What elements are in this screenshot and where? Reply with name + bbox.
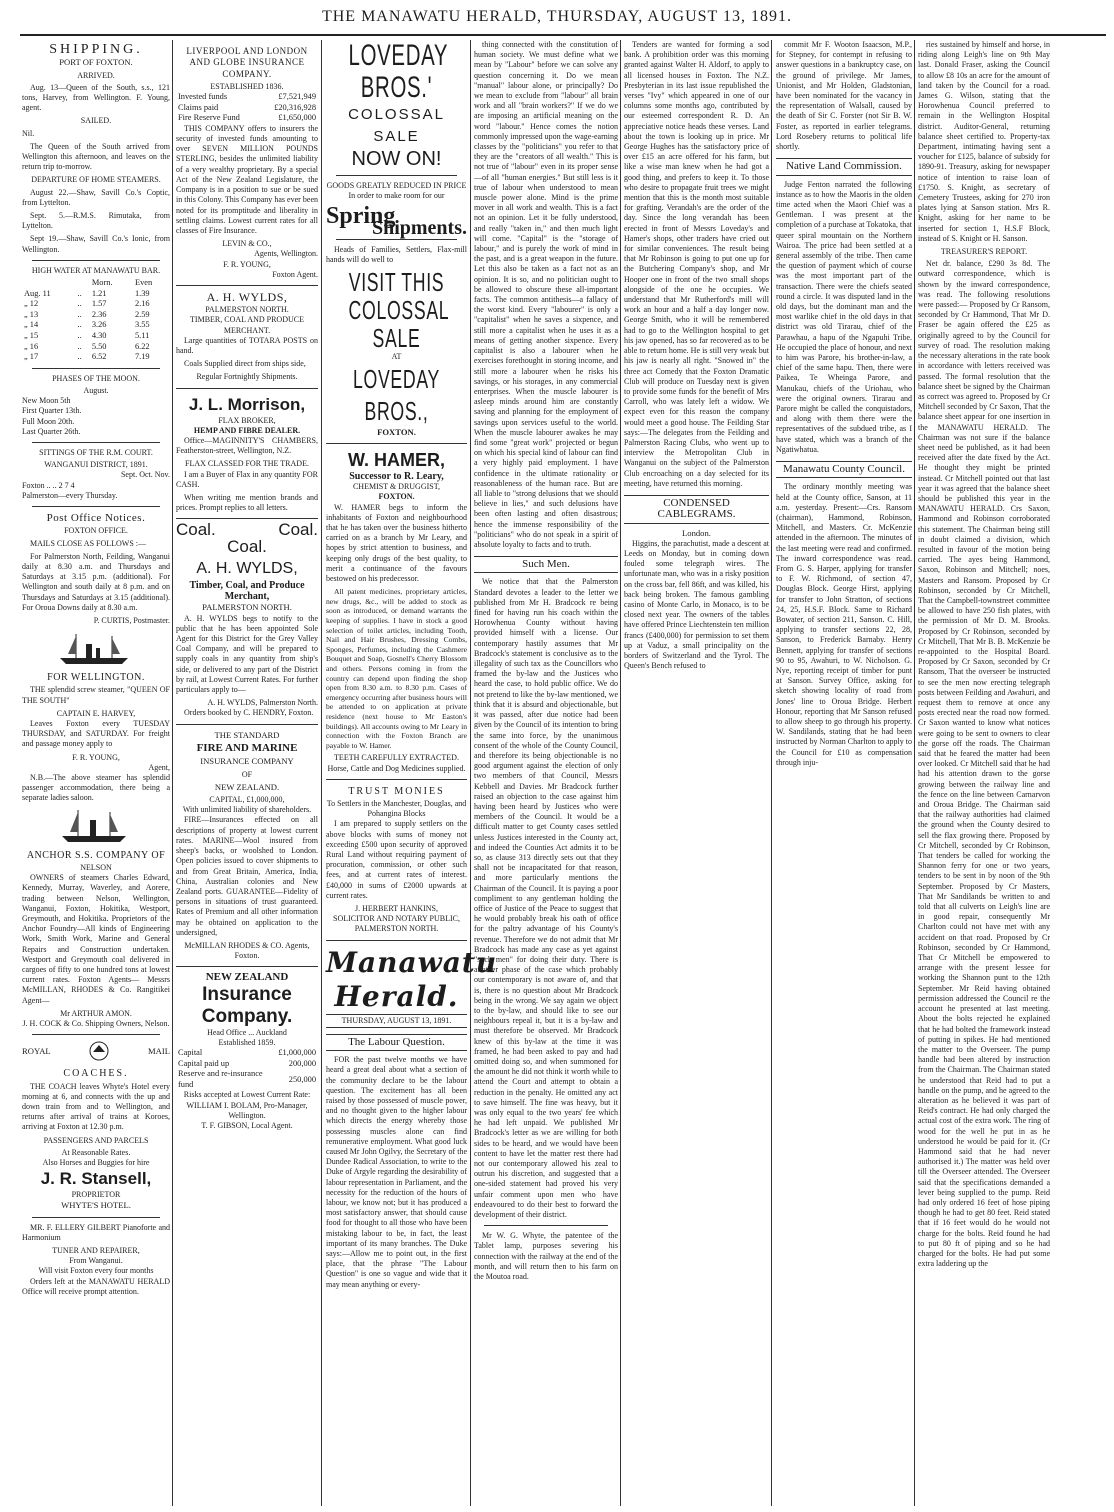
sailed-text: Nil. [22,128,35,138]
shipping-note: The Queen of the South arrived from Wellington this afternoon, and leaves on the return trip to-morrow. [22,141,170,172]
council-resolutions: Net dr. balance, £290 3s 8d. The outward correspondence, which is shown by the inward correspondence, was read. The following resolutions were passed:— Proposed by Cr Ransom, seconded by Cr Hammond, That Mr D. Fraser be again offered the £25 as originally agreed to by the Council for survey of road. The resolution making the necessary alterations in the rate book in accordance with letters received was passed. The formal resolution that the balance sheet be signed by the Chairman as correct was agreed to. Proposed by Cr Mitchell seconded by Cr Saxon, That the balance sheet appear for one insertion in the MANAWATU HERALD. The Chairman was not sure if the balance sheet need be published, as it had been received after the date fixed by the Act. He thought they might be printed instead. Cr Mitchell pointed out that last year it was agreed that the balance sheet should be published this year in the MANAWATU HERALD. Crs Saxon, Hammond and Robinson corroborated this statement. The Chairman being still in doubt claimed a division, which resulted in favour of the motion being carried. The ayes being Hammond, Saxon, Robinson and Mitchell; noes, Masters and Ransom. Proposed by Cr Robinson, seconded by Cr Mitchell, That the Campbell-townstreet committee be allowed to have 250 fish plates, with the permission of Mr D. M. Brooks. Proposed by Cr Robinson, seconded by Cr Mitchell, That Mr B. B. McKenzie be re-appointed to the Hospital Board. Proposed by Cr Saxon, seconded by Cr Ransom, That the overseer be instructed to see the men now erecting telegraph posts between Feilding and Awahuri, and request them to remove at once any posts erected near the road now formed. Cr Saxon wanted to know what notices were going to be sent to owners to clear the gorse off the roads. The Chairman said that he feared the matter had been over looked. Cr Mitchell said that he had had his attention drawn to the gorse growing between the railway line and the fence on the line between Carnarvon and Oroua Bridge. The Chairman said that the railway authorities had claimed the ground when the County desired to sell the flax growing there. Proposed by Cr Mitchell, seconded by Cr Robinson, That tenders be called for working the Shannon ferry for one or two years, tenders to be sent in by noon of the 9th September. Proposed by Cr Masters, That Mr Sandilands be written to and told that all culverts on Leigh's line are in good repair, consequently Mr Charlton could not have met with any accident on that road. Proposed by Cr Robinson, seconded by Cr Hammond, That Cr Mitchell be empowered to arrange with the present lessee for working the Shannon punt to the 12th September. Mr Reid having obtained permission addressed the Council re the account he presented at last meeting. About the bolts rejected he explained that he had bolted the framework instead of putting in spikes. He had mentioned the matter to the Overseer. The pump handle had been altered by instruction from the Chairman. The Chairman stated he understood that Reid had to put a handle on the pump, and he agreed to the alteration as he believed it was part of Reid's contract. He had only charged the actual cost of the extra work. The ring of wood for the well he put in as he understood he would be paid for it. (Cr Hammond said that he had never authorised it.) The matter was held over till the Overseer attended. The Overseer said that the specifications demanded a lever being supplied to the pump. Reid had only ordered 16 feet of hose piping though he had to get 80 feet. Reid stated that if 16 feet would do he would not charge for the bolts. Reid found he had to put 80 ft of piping and so he had charged for the bolts. He had put some extra laddering up the [918,259,1050,1269]
hamer-patent: All patent medicines, proprietary articles, new drugs, &c., will be added to stock as soon as introduced, or demand warrants the keeping of supplies. I have in stock a good selection of toilet articles, including Tooth, Nail and Hair Brushes, Dressing Combs, Sponges, Perfumes, including the Cashmere Bouquet and Soap, Gosnell's Cherry Blossom and others. Persons coming in from the country can depend upon finding the shop open from 8.30 a.m. to 8.30 p.m. Cases of emergency occurring after business hours will be attended to on application at private residence (next house to Mr Easton's buildings). All accounts owing to Mr Leary in connection with the Foxton Branch are payable to W. Hamer. [326,587,467,750]
divider [32,506,160,507]
table-cell: „ 16 [24,341,39,351]
column-7 [918,40,1050,1506]
divider [336,175,457,176]
post-office-text: For Palmerston North, Feilding, Wanganui daily at 8.30 a.m. and Thursdays and Saturdays at 3.15 p.m. (additional). For Wellington and south daily at 8 p.m. and on Thursdays and Saturdays at 3.15 (additional). For Oroua Downs daily at 8.30 a.m. [22,551,170,612]
agent-label: Agent, [148,762,170,772]
table-row [176,103,318,114]
hamer-text: W. HAMER begs to inform the inhabitants of Foxton and neighbourhood that he has taken over the business hitherto carried on as a branch by Mr Leary, and hopes by strict attention to business, and keeping only drugs of the best quality, to merit a continuance of the favours bestowed on his predecessor. [326,502,467,584]
now-on: NOW ON! [351,148,442,170]
table-header [22,278,76,289]
table-row [22,342,170,353]
globe-established: ESTABLISHED 1836. [210,81,284,91]
young-agent: Foxton Agent. [272,269,318,279]
wylds-title: A. H. WYLDS, [206,289,288,304]
anchor-title: ANCHOR S.S. COMPANY OF [26,849,166,861]
divider [326,940,467,941]
nz-title: NEW ZEALAND [205,971,289,984]
nb-note: N.B.—The above steamer has splendid passenger accommodation, there being a separate ladies saloon. [22,773,170,803]
london-heading: London. [682,527,711,538]
divider [326,779,467,780]
court-palmerston: Palmerston—every Thursday. [22,490,118,500]
table-cell: 2.59 [134,309,150,319]
table-cell: „ 12 [24,299,39,309]
globe-title: LIVERPOOL AND LONDON AND GLOBE INSURANCE COMPANY. [186,46,308,79]
labour-continued: thing connected with the constitution of human society. We must define what we mean by "Labour" before we can solve any question concerning it. Do we mean "manual" labour alone, or principally? Do we mean to exclude from "labour" all brain work and all "brain workers?" If we do we are imposing an artificial meaning on the word "labour." Hence comes the notion commonly impressed upon the wage-earning classes by the "politicians" you refer to that they are the "creators of all wealth." This is not true of "labour" even in its proper sense—of all "human energies." But still less is it true of labour when understood to mean muscle power alone. Mind is the prime mover in all work and wealth. This is a fact not an opinion. Let it be fully understood, and really "taken in," and then much light will come. "Capital" is the "storage of labour," and is purely the work of mind in the past, and is a great weapon in the future. Let this also be taken as a fact not as an opinion. It is so, and no politician ought to be allowed to obscure these all-important facts. The common antithesis—a fallacy of the worst kind. Every "labourer" is only a "capitalist" when he saves a sixpence, and still more a capitalist when he uses it as a means of getting another sixpence. Every capitalist is also a labourer when he exercises forethought in storing income, and still more a labourer when he risks his savings, or his storages, in any commercial enterprises. When the muscle labourer is asleep minds around him are constantly saving and planning for the employment of savings upon services useful to the world. When the muscle labourer awakes he may find some "great work" projected or begun on which his special kind of labour can find a very highly paid employment. I have confidence in the ultimate rationality or reasonableness of the human race. But are all liable to "strong delusions that we should believe in lies," and such delusions have been often lasting and often disastrous; hence the immense responsibility of the "politicians" who do not speak in a spirit of absolute loyalty to facts and to truth. [474,40,618,549]
table-cell: „ 15 [24,331,39,341]
council-continued: ries sustained by himself and horse, in riding along Leigh's line on 9th May last. Donald Fraser, asking the Council to allow £8 10s an acre for the amount of land taken by the Council for a road. James G. Wilson, stating that the Horowhenua Council preferred to remain in the Wellington Hospital district. Auditor-General, returning balance sheet certified to. Property-tax Department, intimating having sent a voucher for £125, balance of subsidy for 1890-91. Treasury, asking for newspaper notice of intention to raise loan of £1750. S. Knight, as secretary of Cemetery Trustees, asking for 270 iron plates lying at Sanson station. Mrs R. Knight, asking for her name to be inserted for section 1, H.S.F Block, instead of S. Knight or H. Sanson. [918,40,1050,243]
divider [176,724,318,725]
cable-continued: commit Mr F. Wooton Isaacson, M.P., for Stepney, for contempt in refusing to answer questions in a bankruptcy case, on the ground of privilege. Mr James, Unionist, and Mr Holden, Gladstonian, have been nominated for the vacancy in the representation of Walsall, caused by the death of Sir C. Forster (not Sir B. W. Foster, as reported in earlier telegrams. Lord Rosebery returns to political life shortly. [776,40,912,152]
divider [484,1225,608,1226]
native-land-text: Judge Fenton narrated the following instance as to how the Maoris in the olden time acted when the Maori Chief was a Gentleman. I was present at the completion of a purchase at Tokatoka, that queer spiral mountain on the Northern Wairoa. The price had been settled at a general assembly of the tribe. Then came the question of payment which of course was the most important part of the transaction. There were the chiefs seated round a circle. It was disputed land in the old days, but the dominant man and the most warlike chief in the old days in that district was old Tirarau, chief of the Parawhau, a hapu of the Ngapuhi Tribe. He occupied the place of honour, and next to him was Parore, his brother-in-law, a chief of the same hapu. Then, there were Paikea, Te Wheinga Parore, and Manukau, chiefs of the Uriohau, who were the original owners. Tirarau and Parore might be called the conquistadors, and along with them there were the representatives of the subdued tribe, as I have stated, which was a branch of the Ngatiwhatua. [776,179,912,454]
standard-fire: FIRE AND MARINE [196,741,298,754]
table-cell: Reserve and re-insurance fund [178,1069,263,1089]
table-cell: Aug. 11 [24,288,51,298]
column-divider [771,40,772,1506]
sailed-label: SAILED. [80,116,112,126]
wylds-signature: A. H. WYLDS, Palmerston North. [207,698,318,708]
timber-merchant: TIMBER, COAL AND PRODUCE MERCHANT. [190,315,304,335]
trust-text: I am prepared to supply settlers on the above blocks with sums of money not exceeding £500 upon security of approved Rural Land without requiring payment of procuration, commission, or other such fees, and at current rates of interest. £40,000 in sums of £2000 upwards at current rates. [326,819,467,900]
table-row [22,352,170,363]
table-cell: 2.16 [134,299,150,309]
steamship-icon [56,808,136,844]
port-name: PORT OF FOXTON. [59,57,133,68]
page-header [0,0,1114,34]
post-office-title: Post Office Notices. [46,512,146,525]
visit-sale: VISIT THIS COLOSSAL SALE [348,267,450,354]
court-foxton: Foxton .. .. 2 7 4 [22,480,75,490]
nz-established: Established 1859. [218,1037,276,1047]
table-cell: 1.57 [91,299,107,309]
orders-note: Orders left at the MANAWATU HERALD Office will receive prompt attention. [22,1276,170,1296]
arrived-label: ARRIVED. [77,70,115,80]
hamer-chemist: CHEMIST & DRUGGIST, [352,482,441,492]
native-land-title: Native Land Commission. [776,158,912,175]
table-cell: „ 17 [24,352,39,362]
departure-item: Sept. 5.—R.M.S. Rimutaka, from Lyttelton. [22,211,170,231]
anchor-agent: J. H. COCK & Co. Shipping Owners, Nelson. [22,1019,170,1029]
anchor-text: OWNERS of steamers Charles Edward, Kennedy, Murray, Waverley, and Aorere, trading between Nelson, Wellington, Wanganui, Foxton, Hokitika, Westport, Greymouth, and Hokitika. Proprietors of the Anchor Foundry—All kinds of Engineering Work, Smith Work, Marine and General Repairs and Construction undertaken. Westport and Greymouth coal delivered in cargoes of fifty to one hundred tons at lowest current rates. Foxton Agents— Messrs McMILLAN, RHODES & Co. Rangitikei Agent— [22,873,170,1005]
bolam-name: WILLIAM I. BOLAM, Pro-Manager, Wellington. [186,1100,308,1120]
hankins-solicitor: SOLICITOR AND NOTARY PUBLIC, [333,914,460,924]
globe-text: THIS COMPANY offers to insurers the security of invested funds amounting to over SEVEN MILLION POUNDS STERLING, besides the unlimited liability of a very wealthy proprietary. By a special Act of the New Zealand Legislature, the Company is in a position to sue or be sued in this Colony. This Company has ever been noted for its promptitude and liberality in settling claims. Lowest current rates for all classes of Fire Insurance. [176,123,318,235]
table-cell: £1,000,000 [278,1048,316,1058]
table-cell: 6.22 [134,341,150,351]
treasurer-report: TREASURER'S REPORT. [940,247,1028,257]
divider [32,260,160,261]
table-row [22,310,170,321]
table-cell: 5.50 [91,341,107,351]
writing-note: When writing me mention brands and prices. Prompt replies to all letters. [176,493,318,513]
horse-text: Horse, Cattle and Dog Medicines supplied. [327,763,466,773]
divider [326,443,467,444]
shipping-title: SHIPPING. [49,42,143,57]
column-3 [326,39,498,1506]
moon-row: First Quarter 13th. [22,406,82,416]
table-cell: „ 13 [24,309,39,319]
moon-row: Full Moon 20th. [22,416,75,426]
departure-title: DEPARTURE OF HOME STEAMERS. [31,175,161,185]
coal-word: Coal. [176,520,216,540]
departure-item: August 22.—Shaw, Savill Co.'s Coptic, from Lyttelton. [22,187,170,207]
table-cell: £1,650,000 [278,113,316,123]
moon-month: August. [83,386,109,395]
standard-fire-text: FIRE—Insurances effected on all descriptions of property at lowest current rates. MARINE—Wool insured from sheep's backs, or woolshed to London. Open policies issued to cover shipments to and from Great Britain, America, India, China, Australian colonies and New Zealand ports. GUARANTEE—Fidelity of persons in situations of trust guaranteed. Rates of Premium and all other information may be obtained on application to the undersigned, [176,815,318,937]
table-cell: 4.30 [91,331,107,341]
table-cell: .. [77,352,82,362]
standard-title: THE STANDARD [214,729,280,740]
local-news: Tenders are wanted for forming a sod bank. A prohibition order was this morning granted against Walter H. Aldorf, to apply to all licensed houses in Foxton. The N.Z. Presbyterian in its last issue republished the verses "Ivy" which appeared in one of our columns some months ago, contributed by our esteemed correspondent R. D. An appreciative notice heads these verses. Land about the town is looking up in price. Mr George Hughes has the satisfactory price of over £15 an acre offered for his farm, but like a wise man knew when he had got a good thing, and prefers to keep it. To those who desire to propagate fruit trees we might mention that this is the month most suitable for grafting. Verandah's are the order of the day. Since the long verandah has been erected in front of Messrs Loveday's and Hamer's shops, other traders have cried out for similar conveniences. The result being that Mr Robinson is going to put one up for the Butchering Company's shop, and Mr Hooper one in front of the two small shops alongside of the one he occupies. We understand that Mr Rutherford's mill will work an hour and a half a day longer now. George Smith, who it will be remembered had to go to the Wellington hospital to get his jaw opened, has so far recovered as to be able to return home. He is still very weak but his jaw is nearly all right. "Snowed in" the three act Comedy that the Foxton Dramatic Club will produce on Tuesday next is given to provide some funds for the benefit of Mrs Carroll, who was lately left a widow. We expect even for this reason the company would meet a good house. The Feilding Star says:—The delegates from the Feilding and Palmerston Racing Clubs, who went up to interview the Metropolitan Club in Wanganui on the subject of the Palmerston Club encroaching on a day selected for its meeting, have returned this morning. [624,40,769,488]
divider [32,368,160,369]
morrison-office: Office—MAGINNITY'S CHAMBERS, Featherston-street, Wellington, N.Z. [176,436,318,456]
table-cell: 6.52 [91,352,107,362]
newspaper-masthead: Manawatu Herald. [326,945,498,1013]
moon-row: Last Quarter 26th. [22,426,81,436]
condensed-title: CONDENSED CABLEGRAMS. [624,495,769,524]
nz-risks: Risks accepted at Lowest Current Rate: [183,1090,311,1100]
table-cell: 1.39 [134,288,150,298]
heads-text: Heads of Families, Settlers, Flax-mill hands will do well to [326,245,467,265]
make-room: In order to make room for our [348,191,445,201]
parcels-title: PASSENGERS AND PARCELS [43,1135,149,1145]
nz-finance-table [176,1048,318,1090]
trust-title: TRUST MONIES [348,785,445,797]
table-cell: 5.11 [134,331,150,341]
table-row [22,331,170,342]
hotel-name: WHYTE'S HOTEL. [61,1200,131,1211]
foxton-word: FOXTON. [377,426,416,437]
standard-nz: NEW ZEALAND. [214,781,280,792]
standard-insurance: INSURANCE COMPANY [200,756,294,767]
table-header [76,278,90,289]
trust-sub: To Settlers in the Manchester, Douglas, and Pohangina Blocks [326,799,467,819]
table-cell: 3.55 [134,320,150,330]
table-cell: Capital [178,1048,203,1058]
cable-text: Higgins, the parachutist, made a descent at Leeds on Monday, but in coming down fouled some telegraph wires. The unfortunate man, who was in a risky position on the cross bar, fell 86ft, and was killed, his back being broken. The famous gambling casino of Monte Carlo, in Monaco, is to be closed next year. The owners of the tables have offered Prince Liechtenstein ten million francs (£400,000) for permission to set them up at Vaduz, a small principality on the borders of Switzerland and the Tyrol. The Queen's Bench refused to [624,538,769,671]
shipments-text: Regular Fortnightly Shipments. [196,372,298,382]
court-title: SITTINGS OF THE R.M. COURT. [39,448,153,458]
standard-liability: With unlimited liability of shareholders. [182,805,312,815]
royal-crest-icon [84,1040,114,1062]
table-cell: Fire Reserve Fund [178,113,240,123]
standard-capital: CAPITAL, £1,000,000, [209,795,285,805]
table-cell: Invested funds [178,92,228,102]
tuner-from: From Wanganui. [69,1256,123,1266]
flax-buyer: I am a Buyer of Flax in any quantity FOR CASH. [176,469,318,489]
hamer-name: W. HAMER, [348,449,445,470]
divider [336,239,457,240]
such-men-text: We notice that that the Palmerston Standard devotes a leader to the letter we published from Mr H. Bradcock re being fined for having run his coach within the Horowhenua County without having provided himself with a license. Our contemporary hastily assumes that Mr Bradcock's statement is conclusive as to the illegality of such tax as the Councillors who framed the by-law and the Justices who heard the case, to hold public office. We do not pretend to like the by-law mentioned, we think that it is absurd and objectionable, but it was passed, after due notice had been given by the Council of its intention to bring the same into force, by the unanimous consent of the whole of the County Council, and therefore its being objectionable is no good argument against the election of only two members of that Council, Messrs Kebbell and Davies. Mr Bradcock further raised an objection to the case against him having been heard by Justices who were members of the Council. It would be a difficult matter to get County cases settled unless Justices interested in the County act, and indeed the Counties Act admits it to be so, as clause 313 directly sets out that they shall not be incapacitated for that reason, and more particularly mentions the Chairman of the Council. It is paying a poor compliment to any gentleman holding the office of Justice of the Peace to suggest that he would probably break his oath of office for the paltry advantage of his County's revenue. Therefore we do not admit that Mr Bradcock has made any case as yet against "such men" for doing their duty. There is another phase of the case which probably our contemporary is not aware of, and that is, there is no question about Mr Bradcock being in the wrong. We say again we object to the by-law, and should like to see our neighbours repeal it, but it is a by-law and must therefore be observed. Mr Bradcock knew of this by-law at the time it was framed, he had been asked to pay and had omitted doing so, and when summoned for the amount he did not think it worth while to attend the Court and attempt to obtain a reduction in the penalty. He omitted any act to save himself. The fine was heavy, but it was only equal to the two years' fee which he had left unpaid. We published Mr Bradcock's letter as we are willing for both sides to be heard, and we would have been content to have let the matter rest there had not our contemporary allowed his zeal to outrun his discretion, and suggested that a one-sided statement had proved his very unfair comment upon men who have endeavoured to do their best to forward the development of their district. [474,577,618,1220]
table-row [176,1048,318,1059]
table-row [176,1069,318,1090]
levin-name: LEVIN & CO., [222,239,272,249]
table-cell: 250,000 [288,1074,316,1084]
wellington-title: FOR WELLINGTON. [47,672,145,684]
coaches-header [22,1040,170,1062]
proprietor-label: PROPRIETOR [71,1190,121,1200]
wylds-text: A. H. WYLDS begs to notify to the public that he has been appointed Sole Agent for this District for the Grey Valley Coal Company, and will be prepared to supply coals in any quantity from ship's side, or delivered to any part of the District by rail, at Lowest Current Rates. For further particulars apply to— [176,613,318,695]
nz-head-office: Head Office ... Auckland [207,1027,287,1037]
divider [176,518,318,519]
table-cell: .. [77,331,82,341]
wylds-name-2: A. H. WYLDS, [196,559,298,577]
steamship-icon [56,630,136,666]
hankins-place: PALMERSTON NORTH. [354,924,439,934]
gilbert-text: MR. F. ELLERY GILBERT Pianoforte and Harmonium [22,1222,170,1242]
table-cell: £7,521,949 [278,92,316,102]
post-office-name: FOXTON OFFICE. [64,526,128,536]
teeth-text: TEETH CAREFULLY EXTRACTED. [334,753,459,763]
loveday-title: LOVEDAY BROS.' [348,39,449,104]
post-office-signature: P. CURTIS, Postmaster. [93,615,170,625]
coals-text: Coals Supplied direct from ships side, [184,359,306,369]
table-cell: .. [77,309,82,319]
tide-title: HIGH WATER AT MANAWATU BAR. [31,265,161,275]
header-rule [20,34,1106,36]
loveday-bros: LOVEDAY BROS., [353,363,440,426]
county-council-text: The ordinary monthly meeting was held at the County office, Sanson, at 11 a.m. yesterday. Present:—Crs. Ransom (chairman), Hammond, Robinson, Mitchell, and Masters. Cr. McKenzie attended in the afternoon. The minutes of the last meeting were read and confirmed. The inward correspondence was read. From G. S. Harper, applying for transfer to F. W. Richmond, of section 47, Douglas Block. George Hirst, applying for transfer to John Stratton, of sections 24, 25, H.S.F. Block. Same to Richard Bowater, of section 211, Sanson. C. Hill, applying to transfer sections 22, 28, Sanson, to Frederick Barnaby. Henry Bennett, applying for transfer of sections 90 to 95, Awahuri, to W. Nicholson. G. Nye, reporting receipt of timber for punt at Sanson. Survey Office, asking for sketch showing locality of road from Jones' line to Oroua Bridge. Herbert Honour, reporting that Mr Sanson refused to allow sheep to go through his property. W. Sandilands, stating that he had been instructed by Norman Charlton to apply to the Council for £10 as compensation through inju- [776,482,912,767]
timber-merchant-2: Timber, Coal, and Produce Merchant, [189,579,305,603]
flax-broker: FLAX BROKER, [218,415,276,425]
palmerston-north: PALMERSTON NORTH. [202,602,292,613]
table-cell: 3.26 [91,320,107,330]
at-word: AT [391,352,402,362]
tuner-title: TUNER AND REPAIRER, [52,1246,140,1256]
table-cell: 200,000 [288,1058,316,1068]
table-row [22,289,170,300]
table-cell: Capital paid up [178,1058,230,1068]
column-divider [470,40,471,1506]
divider [32,1034,160,1035]
coal-word: Coal. [227,536,267,556]
shipments-word: Shipments. [371,216,467,239]
hemp-dealer: HEMP AND FIBRE DEALER. [193,425,301,435]
such-men-title: Such Men. [474,556,618,573]
table-row [176,92,318,103]
anchor-place: NELSON [80,862,112,872]
timber-text: Large quantities of TOTARA POSTS on hand. [176,335,318,356]
table-cell: Claims paid [178,102,219,112]
court-months: Sept. Oct. Nov. [120,470,170,480]
table-row [22,299,170,310]
court-district: WANGANUI DISTRICT, 1891. [44,460,148,470]
table-header-row [22,278,170,289]
table-row [176,1059,318,1070]
column-divider [620,40,621,1506]
orders-booked: Orders booked by C. HENDRY, Foxton. [184,708,314,718]
column-5 [624,40,769,1506]
coaches-mail: MAIL [148,1045,170,1056]
table-cell: .. [77,341,82,351]
wylds-place: PALMERSTON NORTH. [205,305,289,315]
divider [32,1217,160,1218]
table-row [22,320,170,331]
table-header: Morn. [91,278,113,288]
moon-row: New Moon 5th [22,396,71,406]
hankins-name: J. HERBERT HANKINS, [355,904,438,914]
nz-insurance: Insurance Company. [201,983,293,1027]
newspaper-header-title: THE MANAWATU HERALD, THURSDAY, AUGUST 13, 1891. [321,8,793,25]
labour-text: FOR the past twelve months we have heard a great deal about what a section of the community declare to be the labour question. The excitement has all been raised by those possessed of muscle power, and no thought given to the higher labour which directs the energy whereby those possessing muscles alone can find remunerative employment. What good luck caused Mr John Ogilvy, the Secretary of the Dundee Radical Association, to write to the Duke of Argyle regarding the desirability of labour representation in Parliament, and the necessity for the reduction of the hours of labour, we know not; but it has produced a most satisfactory answer, that should cause food for thought to all those who have been mistaking labour to be, in fact, the least important of its many branches. The Duke says:—Allow me to point out, in the first place, that the phrase "The Labour Question" is one so vague and wide that it may mean anything or every- [326,1055,467,1289]
coaches-title: COACHES. [63,1068,129,1080]
table-cell: .. [77,320,82,330]
coaches-royal: ROYAL [22,1045,51,1056]
divider [176,388,318,389]
column-divider [172,40,173,1506]
table-cell: .. [77,299,82,309]
table-cell: £20,316,928 [274,102,316,112]
column-2 [176,40,318,1506]
wellington-text: THE splendid screw steamer, "QUEEN OF THE SOUTH" [22,685,170,705]
agent-name: F. R. YOUNG, [72,752,120,762]
table-cell: 7.19 [134,352,150,362]
captain-name: CAPTAIN E. HARVEY, [56,708,136,718]
issue-date: THURSDAY, AUGUST 13, 1891. [326,1014,467,1028]
whyte-note: Mr W. G. Whyte, the patentee of the Tablet lamp, purposes severing his connection with the railway at the end of the month, and will return then to his farm on the Moutoa road. [474,1231,618,1282]
divider [176,285,318,286]
tide-table [22,278,170,363]
table-row [176,113,318,124]
spring-word: Spring [326,203,396,230]
column-4 [474,40,618,1506]
table-cell: .. [77,288,82,298]
table-header: Even [134,278,153,288]
coal-banner [176,520,318,540]
arrived-text: Aug. 13—Queen of the South, s.s., 121 tons, Harvey, from Wellington. F. Young, agent. [22,82,170,113]
parcels-sub: At Reasonable Rates. [61,1147,131,1157]
departure-item: Sept 19.—Shaw, Savill Co.'s Ionic, from Wellington. [22,234,170,254]
morrison-name: J. L. Morrison, [188,394,306,414]
labour-title: The Labour Question. [326,1034,467,1051]
table-cell: 2.36 [91,309,107,319]
globe-finance-table [176,92,318,124]
divider [176,966,318,967]
mcmillan-agents: McMILLAN RHODES & CO. Agents, Foxton. [184,940,310,961]
stansell-name: J. R. Stansell, [40,1169,152,1189]
colossal-sale: COLOSSAL SALE [348,106,445,145]
post-office-mails: MAILS CLOSE AS FOLLOWS :— [30,538,147,548]
table-cell: 1.21 [91,288,107,298]
coaches-text: THE COACH leaves Whyte's Hotel every morning at 6, and connects with the up and down train from and to Wellington, and returns after arrival of trains at Koroes, arriving at Foxton at 12.30 p.m. [22,1081,170,1132]
anchor-agent: Mr ARTHUR AMON. [60,1008,132,1018]
column-divider [914,40,915,1506]
flax-classed: FLAX CLASSED FOR THE TRADE. [185,459,309,469]
divider [32,442,160,443]
hamer-place: FOXTON. [378,492,415,502]
young-name: F. R. YOUNG, [223,259,271,269]
table-cell: „ 14 [24,320,39,330]
column-1 [22,40,170,1506]
column-6 [776,40,912,1506]
county-council-title: Manawatu County Council. [776,461,912,478]
hamer-successor: Successor to R. Leary, [349,470,444,482]
wellington-leaves: Leaves Foxton every TUESDAY THURSDAY, and SATURDAY. For freight and passage money apply to [22,719,170,749]
tuner-visit: Will visit Foxton every four months [38,1266,154,1276]
gibson-name: T. F. GIBSON, Local Agent. [201,1121,293,1131]
goods-reduced: GOODS GREATLY REDUCED IN PRICE [326,181,467,190]
moon-title: PHASES OF THE MOON. [52,373,140,383]
coal-word: Coal. [278,520,318,540]
column-divider [321,40,322,1506]
levin-agents: Agents, Wellington. [254,249,318,259]
standard-of: OF [241,769,253,779]
parcels-note: Also Horses and Buggies for hire [42,1157,150,1167]
